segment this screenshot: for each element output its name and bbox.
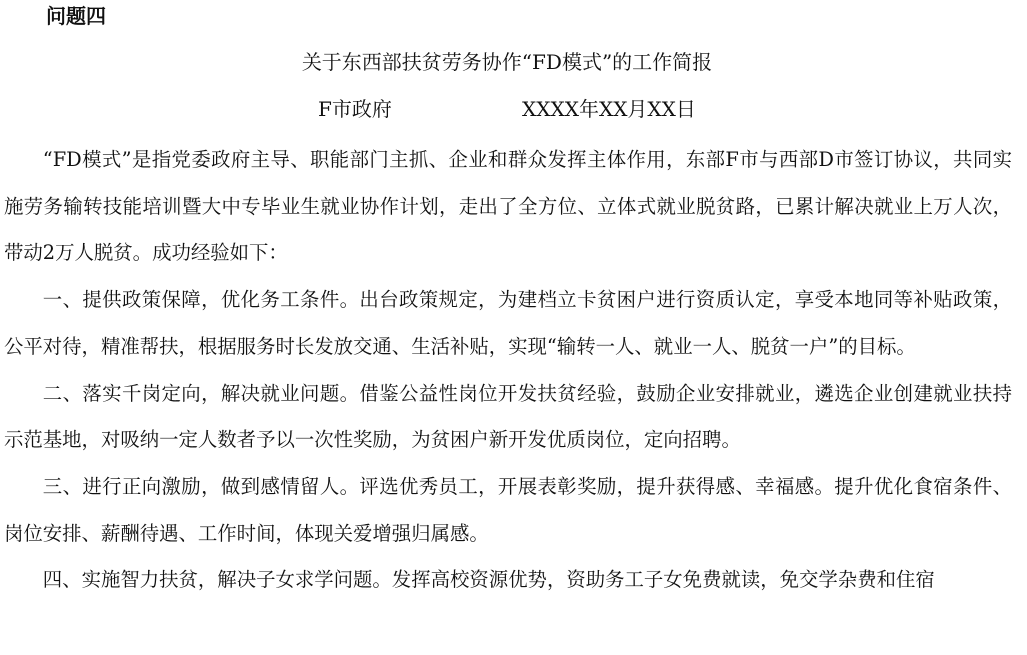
- paragraph-education-support: 四、实施智力扶贫，解决子女求学问题。发挥高校资源优势，资助务工子女免费就读，免交学杂费和住宿: [42, 568, 935, 592]
- issuing-organization: F市政府: [318, 97, 392, 121]
- paragraph-targeted-jobs: 二、落实千岗定向，解决就业问题。借鉴公益性岗位开发扶贫经验，鼓励企业安排就业，遴选企业创建就业扶持示范基地，对吸纳一定人数者予以一次性奖励，为贫困户新开发优质岗位，定向招聘。: [4, 381, 1012, 452]
- paragraph-intro: “FD模式”是指党委政府主导、职能部门主抓、企业和群众发挥主体作用，东部F市与西部D市签订协议，共同实施劳务输转技能培训暨大中专毕业生就业协作计划，走出了全方位、立体式就业脱贫路，已累计解决就业上万人次，带动2万人脱贫。成功经验如下：: [4, 148, 1012, 265]
- document-body: [4, 137, 1012, 604]
- issue-date: XXXX年XX月XX日: [522, 97, 696, 121]
- question-heading: 问题四: [46, 4, 106, 28]
- document-title: 关于东西部扶贫劳务协作“FD模式”的工作简报: [301, 50, 713, 74]
- document-meta: [0, 94, 1027, 124]
- paragraph-positive-incentives: 三、进行正向激励，做到感情留人。评选优秀员工，开展表彰奖励，提升获得感、幸福感。提升优化食宿条件、岗位安排、薪酬待遇、工作时间，体现关爱增强归属感。: [4, 474, 1012, 545]
- paragraph-policy-guarantee: 一、提供政策保障，优化务工条件。出台政策规定，为建档立卡贫困户进行资质认定，享受本地同等补贴政策，公平对待，精准帮扶，根据服务时长发放交通、生活补贴，实现“输转一人、就业一人、脱贫一户”的目标。: [4, 288, 1012, 358]
